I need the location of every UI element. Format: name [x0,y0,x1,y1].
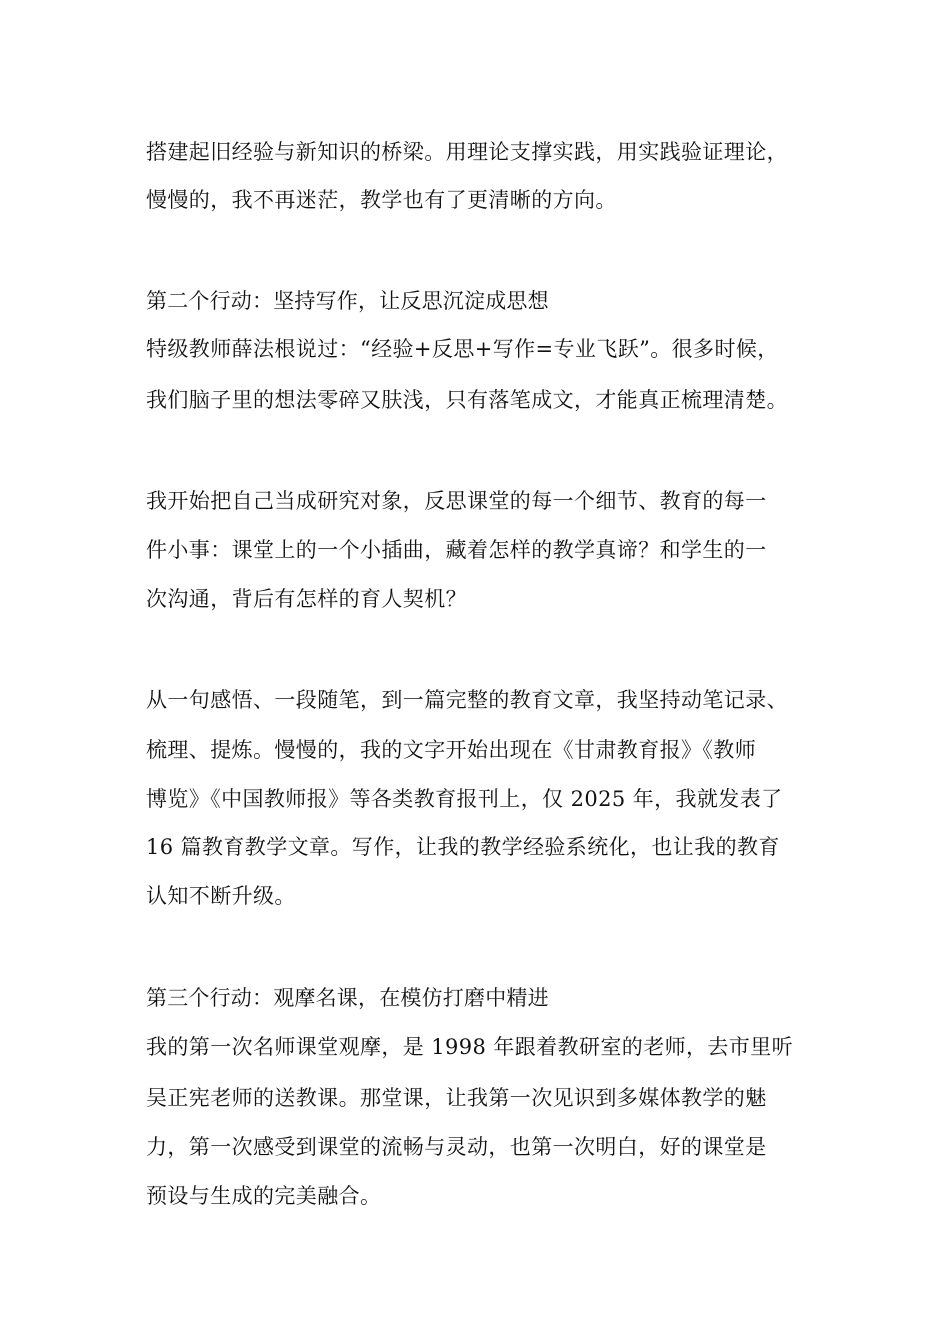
paragraph-line: 次沟通，背后有怎样的育人契机？ [146,587,467,611]
paragraph-line: 我们脑子里的想法零碎又肤浅，只有落笔成文，才能真正梳理清楚。 [146,388,788,412]
paragraph-line: 我的第一次名师课堂观摩，是 1998 年跟着教研室的老师，去市里听 [146,1035,793,1059]
paragraph-line: 从一句感悟、一段随笔，到一篇完整的教育文章，我坚持动笔记录、 [146,688,788,712]
paragraph-line: 力，第一次感受到课堂的流畅与灵动，也第一次明白，好的课堂是 [146,1135,767,1159]
paragraph-line: 梳理、提炼。慢慢的，我的文字开始出现在《甘肃教育报》《教师 [146,738,757,762]
paragraph-line: 预设与生成的完美融合。 [146,1184,382,1208]
section-heading-3: 第三个行动：观摩名课，在模仿打磨中精进 [146,986,549,1010]
paragraph-line: 慢慢的，我不再迷茫，教学也有了更清晰的方向。 [146,188,617,212]
paragraph-line: 我开始把自己当成研究对象，反思课堂的每一个细节、教育的每一 [146,489,767,513]
paragraph-line: 件小事：课堂上的一个小插曲，藏着怎样的教学真谛？和学生的一 [146,538,767,562]
paragraph-line: 博览》《中国教师报》等各类教育报刊上，仅 2025 年，我就发表了 [146,787,783,811]
paragraph-line: 搭建起旧经验与新知识的桥梁。用理论支撑实践，用实践验证理论， [146,140,788,164]
section-heading-2: 第二个行动：坚持写作，让反思沉淀成思想 [146,289,549,313]
paragraph-line: 16 篇教育教学文章。写作，让我的教学经验系统化，也让我的教育 [146,835,780,859]
paragraph-line: 认知不断升级。 [146,884,296,908]
paragraph-line: 特级教师薛法根说过：“经验+反思+写作=专业飞跃”。很多时候， [146,337,779,361]
paragraph-line: 吴正宪老师的送教课。那堂课，让我第一次见识到多媒体教学的魅 [146,1086,767,1110]
